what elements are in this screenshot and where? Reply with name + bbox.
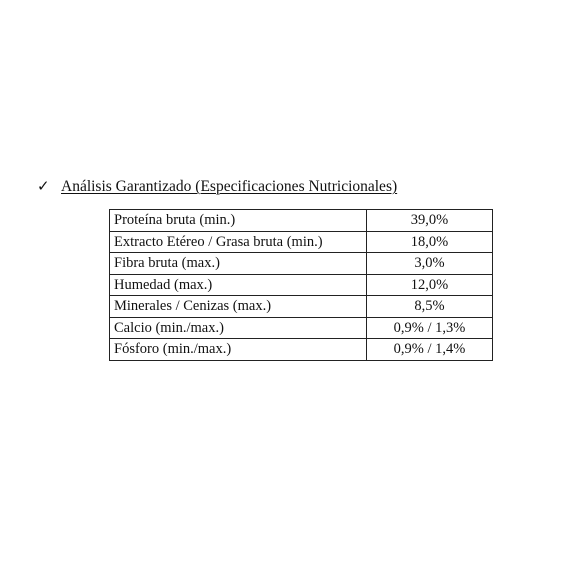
nutrient-value: 8,5% xyxy=(367,296,493,318)
nutrient-name: Humedad (max.) xyxy=(110,274,367,296)
table-row xyxy=(110,210,493,232)
nutrient-value: 39,0% xyxy=(367,210,493,232)
table-row xyxy=(110,274,493,296)
nutrition-table xyxy=(109,209,493,361)
table-row xyxy=(110,317,493,339)
table-row xyxy=(110,253,493,275)
nutrient-name: Minerales / Cenizas (max.) xyxy=(110,296,367,318)
nutrient-name: Calcio (min./max.) xyxy=(110,317,367,339)
table-row xyxy=(110,296,493,318)
nutrient-value: 3,0% xyxy=(367,253,493,275)
nutrient-value: 0,9% / 1,4% xyxy=(367,339,493,361)
nutrient-name: Fósforo (min./max.) xyxy=(110,339,367,361)
section-heading xyxy=(37,177,397,196)
nutrient-name: Proteína bruta (min.) xyxy=(110,210,367,232)
section-title: Análisis Garantizado (Especificaciones Nutricionales) xyxy=(61,178,398,195)
nutrient-name: Fibra bruta (max.) xyxy=(110,253,367,275)
nutrient-name: Extracto Etéreo / Grasa bruta (min.) xyxy=(110,231,367,253)
table-row xyxy=(110,231,493,253)
nutrient-value: 0,9% / 1,3% xyxy=(367,317,493,339)
table-row xyxy=(110,339,493,361)
checkmark-icon: ✓ xyxy=(37,179,50,195)
nutrient-value: 18,0% xyxy=(367,231,493,253)
nutrient-value: 12,0% xyxy=(367,274,493,296)
